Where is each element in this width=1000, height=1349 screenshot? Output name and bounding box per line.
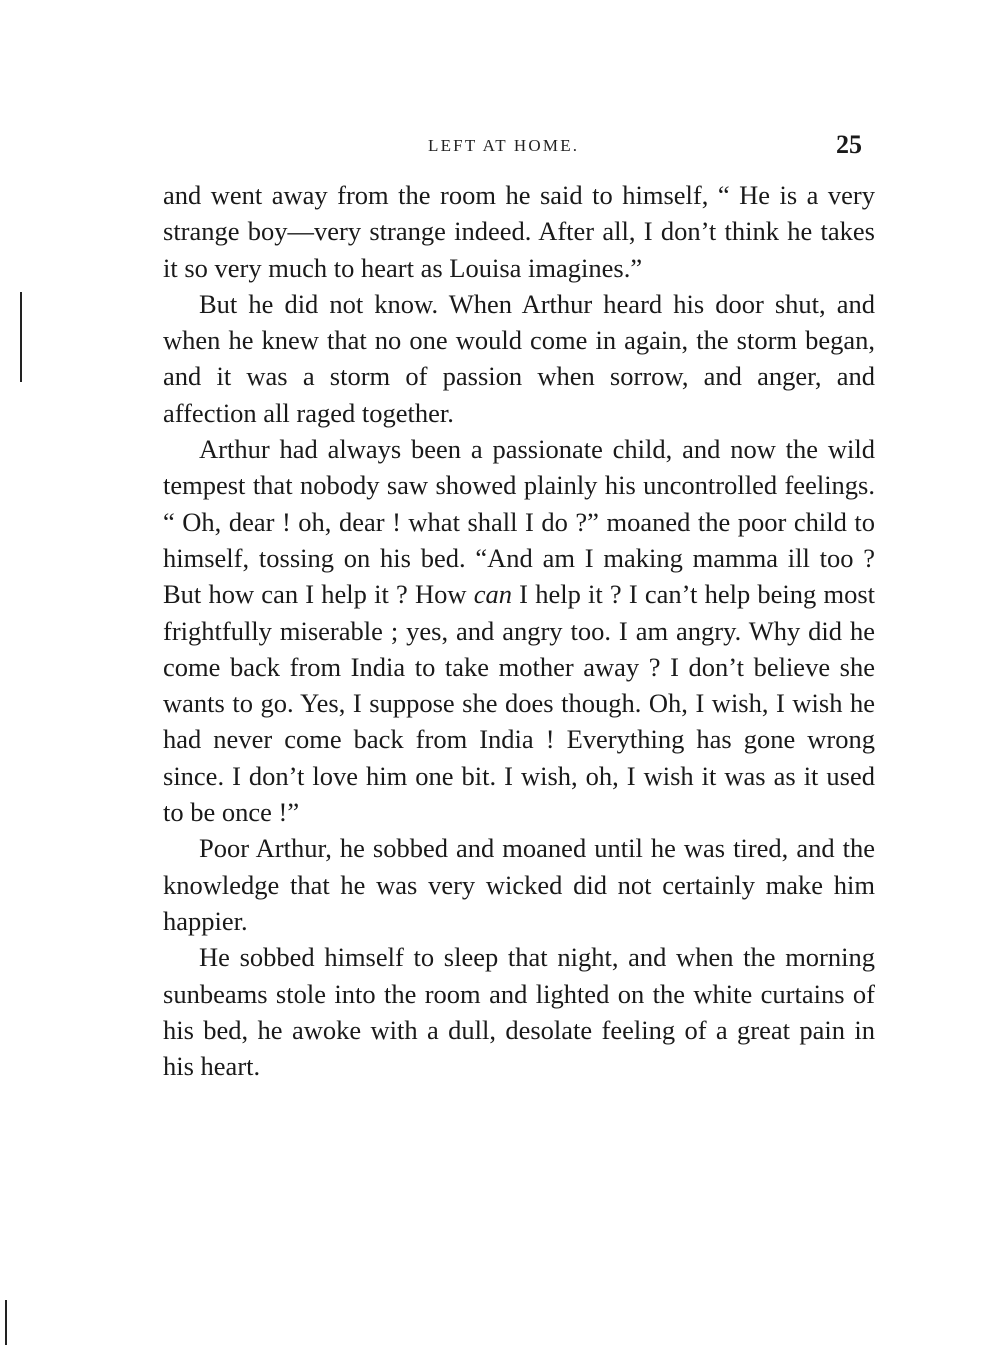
emphasis-can: can bbox=[473, 579, 512, 610]
running-head bbox=[0, 128, 1000, 168]
paragraph-4: Poor Arthur, he sobbed and moaned until he was tired, and the knowledge that he was very wicked did not certainly make him happier. bbox=[163, 833, 875, 936]
paragraph-1: and went away from the room he said to himself, “ He is a very strange boy—very strange indeed. After all, I don’t think he takes it so very much to heart as Louisa imagines.” bbox=[163, 180, 875, 283]
margin-line-mark bbox=[20, 292, 22, 382]
paragraph-3-after: I help it ? I can’t help being most frightfully miserable ; yes, and angry too. I am angry. Why did he come back from India to take mother away ? I don’t believe she wants to go. Yes, I suppose she does though. Oh, I wish, I wish he had never come back from India ! Everything has gone wrong since. I don’t love him one bit. I wish, oh, I wish it was as it used to be once !” bbox=[163, 579, 876, 828]
running-title: LEFT AT HOME. bbox=[428, 136, 580, 155]
body-text bbox=[163, 177, 875, 1084]
paragraph-5: He sobbed himself to sleep that night, and when the morning sunbeams stole into the room and lighted on the white curtains of his bed, he awoke with a dull, desolate feeling of a great pain in his heart. bbox=[163, 942, 875, 1082]
paragraph-3 bbox=[163, 431, 875, 830]
page-number: 25 bbox=[836, 130, 862, 159]
paragraph-2: But he did not know. When Arthur heard his door shut, and when he knew that no one would come in again, the storm began, and it was a storm of passion when sorrow, and anger, and affection all raged together. bbox=[163, 288, 875, 428]
margin-edge-mark bbox=[5, 1300, 7, 1345]
paragraph-3-before: Arthur had always been a passionate child, and now the wild tempest that nobody saw showed plainly his uncontrolled feelings. “ Oh, dear ! oh, dear ! what shall I do ?” moaned the poor child to himself, tossing on his bed. “And am I making mamma ill too ? But how can I help it ? How bbox=[163, 434, 875, 610]
